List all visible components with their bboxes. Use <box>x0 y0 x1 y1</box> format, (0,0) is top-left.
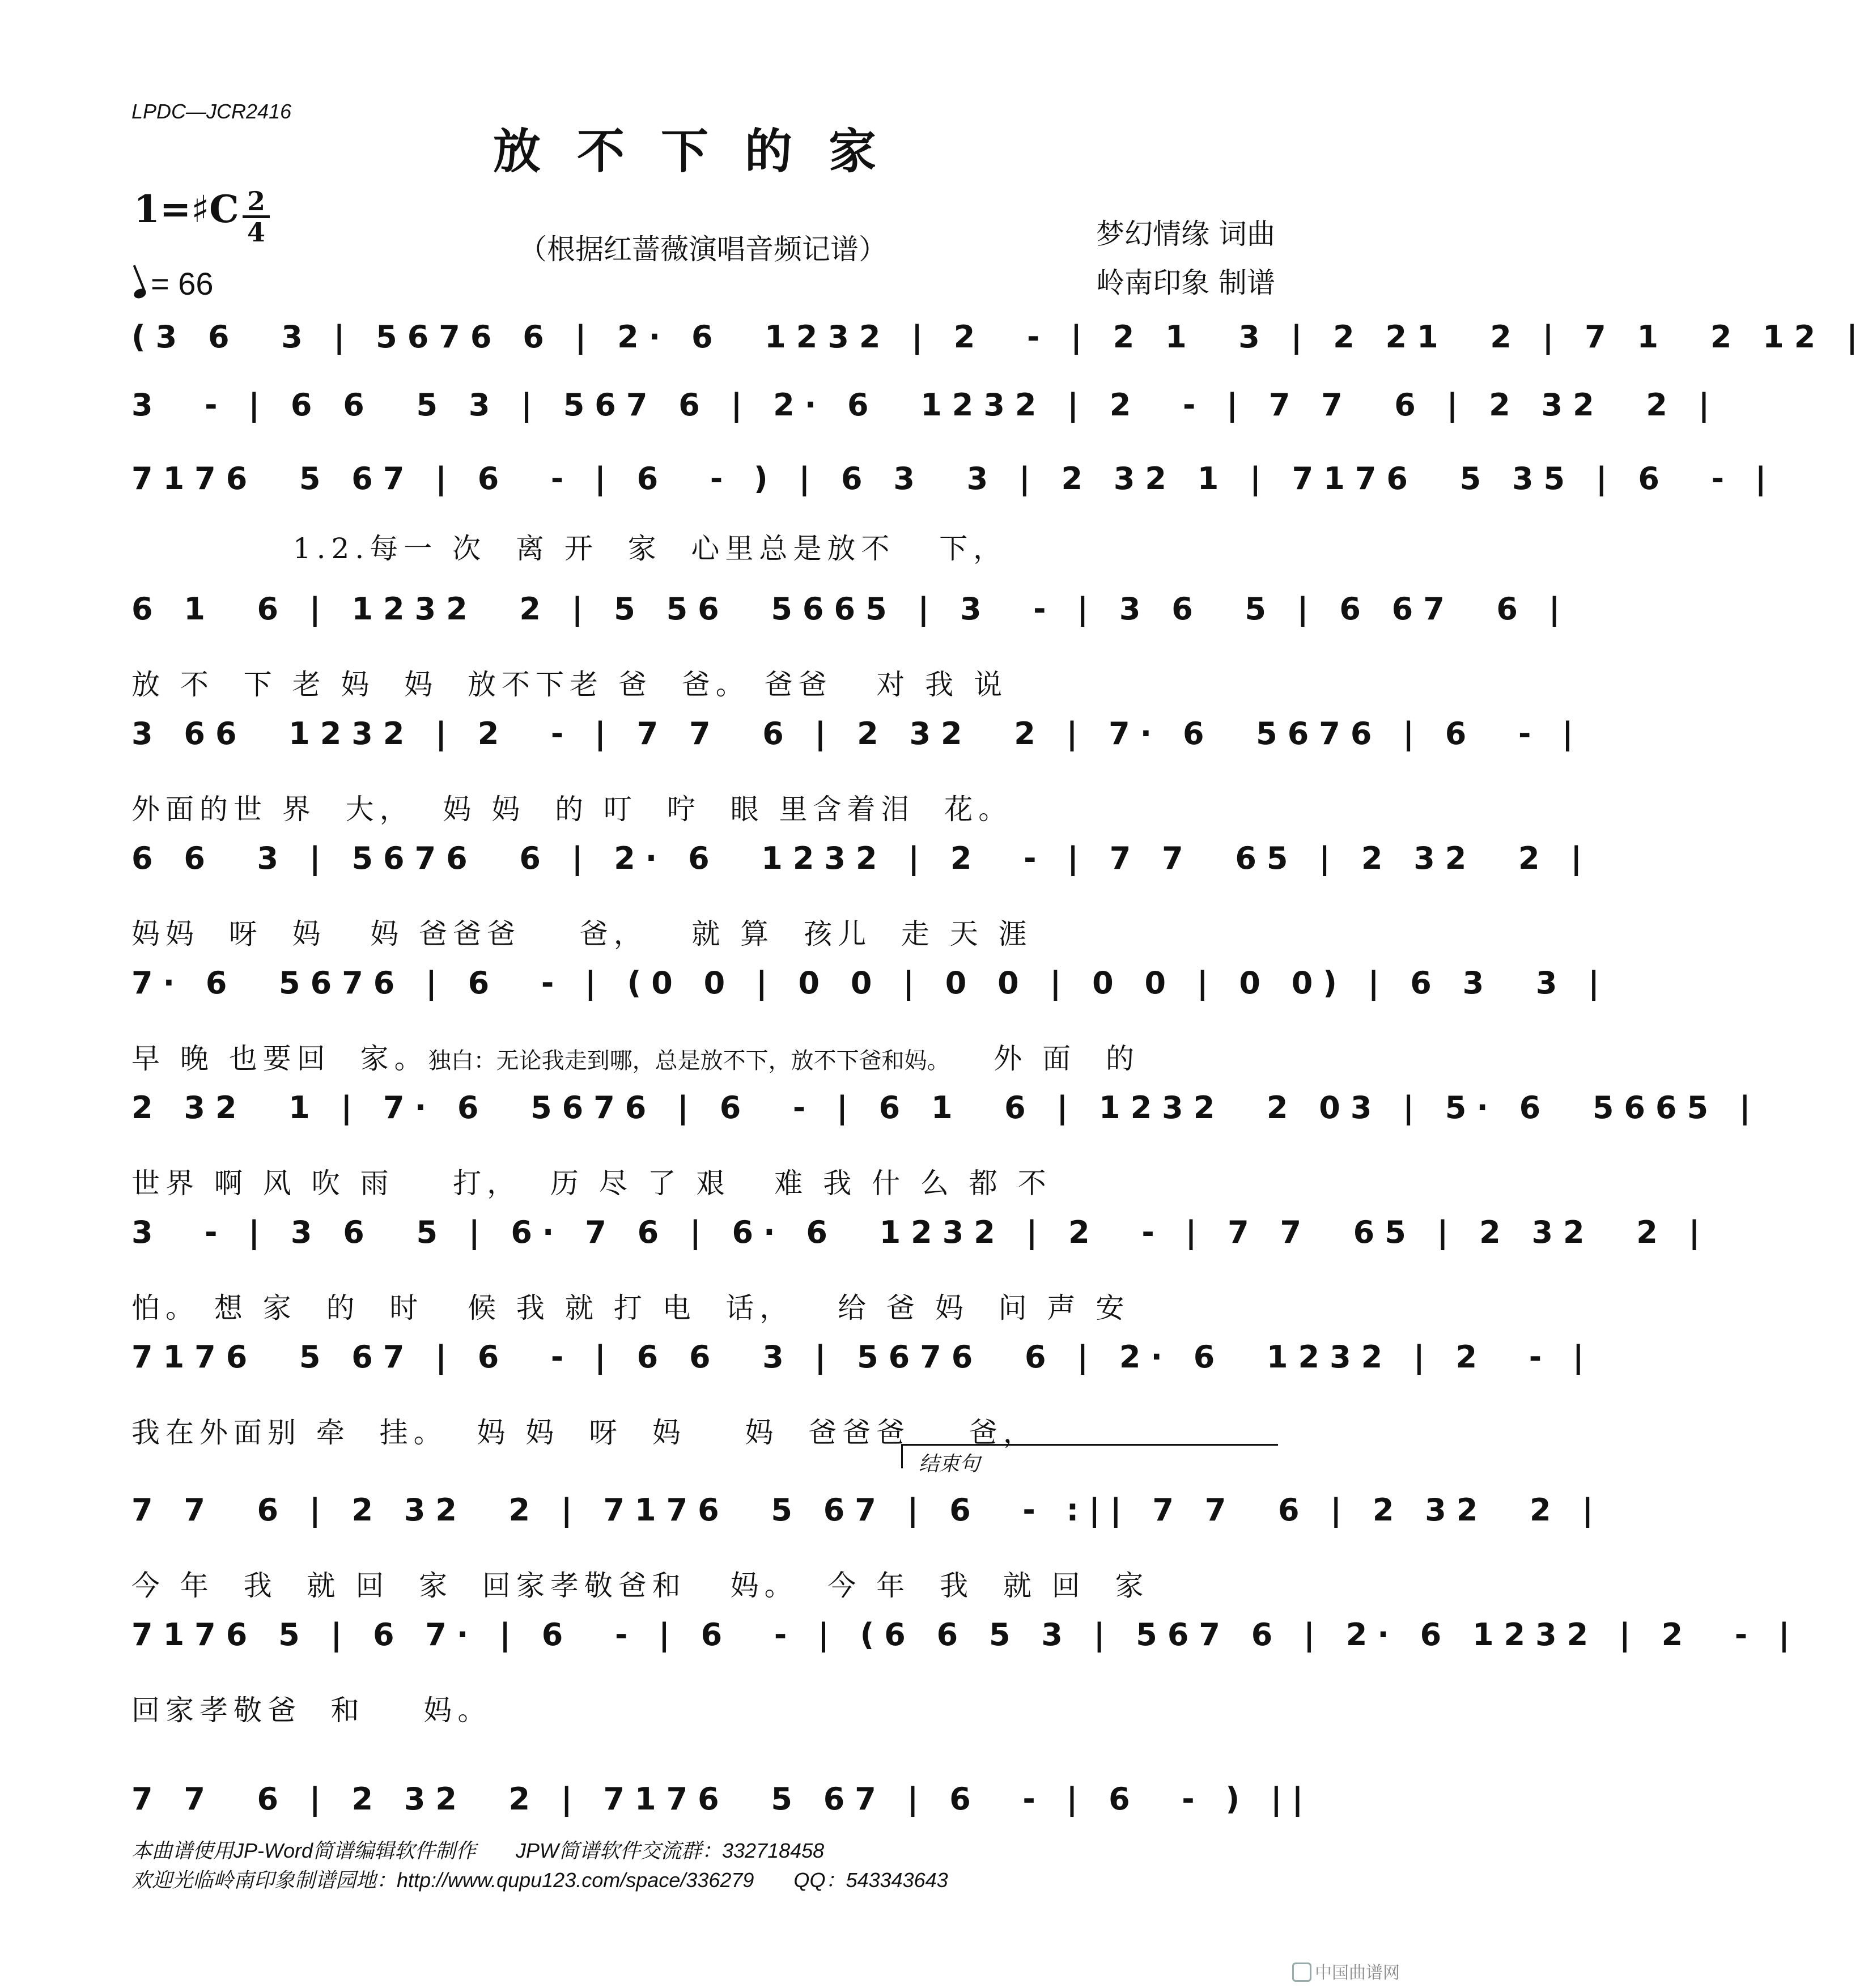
notation-line: 6 1 6 | 1232 2 | 5 56 5665 | 3 - | 3 6 5 | 6 67 6 | <box>131 591 1570 627</box>
logo-icon <box>1292 1962 1311 1982</box>
notation-line: 7176 5 67 | 6 - | 6 6 3 | 5676 6 | 2· 6 1232 | 2 - | <box>131 1339 1594 1375</box>
footer-line-1: 本曲谱使用JP-Word简谱编辑软件制作 JPW简谱软件交流群：332718458 <box>131 1839 825 1862</box>
notation-line: 2 32 1 | 7· 6 5676 | 6 - | 6 1 6 | 1232 2 03 | 5· 6 5665 | <box>131 1090 1761 1125</box>
time-signature-bottom: 4 <box>247 217 265 248</box>
score-system-3 <box>131 459 1777 565</box>
score-system-2 <box>131 385 1720 448</box>
lyric-line: 我在外面别 牵 挂。 妈 妈 呀 妈 妈 爸爸爸 爸， <box>131 1416 1037 1449</box>
lyric-line: 怕。 想 家 的 时 候 我 就 打 电 话， 给 爸 妈 问 声 安 <box>131 1292 1130 1324</box>
notation-line: 3 - | 6 6 5 3 | 567 6 | 2· 6 1232 | 2 - | 7 7 6 | 2 32 2 | <box>131 387 1720 423</box>
lyric-line: 妈妈 呀 妈 妈 爸爸爸 爸， 就 算 孩儿 走 天 涯 <box>131 917 1033 950</box>
score-system-9 <box>131 1213 1710 1324</box>
score-system-13 <box>131 1779 1314 1842</box>
score-system-10 <box>131 1337 1594 1449</box>
notation-line: 7176 5 67 | 6 - | 6 - ) | 6 3 3 | 2 32 1 | 7176 5 35 | 6 - | <box>131 461 1777 496</box>
footer <box>131 1836 948 1895</box>
score-system-7 <box>131 963 1610 1075</box>
catalog-number: LPDC—JCR2416 <box>131 100 292 123</box>
song-title: 放不下的家 <box>493 123 912 179</box>
score-system-12 <box>131 1615 1800 1727</box>
site-watermark: 中国曲谱网 <box>1292 1959 1400 1983</box>
footer-line-2: 欢迎光临岭南印象制谱园地：http://www.qupu123.com/space/336279 QQ：543343643 <box>131 1868 948 1892</box>
lyric-line: 回家孝敬爸 和 妈。 <box>131 1694 492 1727</box>
lyric-line: 放 不 下 老 妈 妈 放不下老 爸 爸。 爸爸 对 我 说 <box>131 668 1008 701</box>
notation-line: 3 - | 3 6 5 | 6· 7 6 | 6· 6 1232 | 2 - | 7 7 65 | 2 32 2 | <box>131 1214 1710 1250</box>
notation-line: (3 6 3 | 5676 6 | 2· 6 1232 | 2 - | 2 1 3 | 2 21 2 | 7 1 2 12 | <box>131 319 1868 355</box>
lyric-line: 世界 啊 风 吹 雨 打， 历 尽 了 艰 难 我 什 么 都 不 <box>131 1167 1052 1200</box>
tempo-value: = 66 <box>151 266 214 301</box>
notation-line: 7 7 6 | 2 32 2 | 7176 5 67 | 6 - :|| 7 7 6 | 2 32 2 | <box>131 1492 1604 1528</box>
credits <box>1060 210 1275 307</box>
score-system-4 <box>131 589 1570 701</box>
arranger: 岭南印象 制谱 <box>1096 266 1275 299</box>
notation-line: 6 6 3 | 5676 6 | 2· 6 1232 | 2 - | 7 7 65 | 2 32 2 | <box>131 840 1593 876</box>
score-system-6 <box>131 839 1593 950</box>
lyric-line: 今 年 我 就 回 家 回家孝敬爸和 妈。 今 年 我 就 回 家 <box>131 1569 1149 1602</box>
quarter-note-icon <box>133 287 147 300</box>
ending-label: 结束句 <box>919 1452 980 1475</box>
notation-line: 7176 5 | 6 7· | 6 - | 6 - | (6 6 5 3 | 567 6 | 2· 6 1232 | 2 - | <box>131 1617 1800 1653</box>
spoken-dialogue: 独白：无论我走到哪，总是放不下，放不下爸和妈。 <box>428 1048 950 1074</box>
notation-line: 3 66 1232 | 2 - | 7 7 6 | 2 32 2 | 7· 6 5676 | 6 - | <box>131 716 1583 751</box>
notation-line: 7· 6 5676 | 6 - | (0 0 | 0 0 | 0 0 | 0 0 | 0 0) | 6 3 3 | <box>131 965 1610 1001</box>
lyric-line: 外面的世 界 大， 妈 妈 的 叮 咛 眼 里含着泪 花。 <box>131 793 1013 826</box>
notation-line: 7 7 6 | 2 32 2 | 7176 5 67 | 6 - | 6 - ) || <box>131 1781 1314 1817</box>
time-signature-top: 2 <box>247 186 265 216</box>
lyric-line: 1.2.每一 次 离 开 家 心里总是放不 下， <box>131 532 1008 565</box>
score-system-11 <box>131 1490 1604 1602</box>
lyric-tail: 外 面 的 <box>994 1042 1140 1075</box>
lyric-line: 早 晚 也要回 家。独白：无论我走到哪，总是放不下，放不下爸和妈。 外 面 的 <box>131 1042 1140 1075</box>
score-system-1 <box>131 317 1868 380</box>
ending-bracket <box>901 1444 1278 1475</box>
lyricist-composer: 梦幻情缘 词曲 <box>1096 218 1275 250</box>
tempo-marking <box>134 265 214 302</box>
score-system-8 <box>131 1088 1761 1200</box>
subtitle: （根据红蔷薇演唱音频记谱） <box>519 233 887 266</box>
score-system-5 <box>131 714 1583 826</box>
key-signature: 1=♯C <box>134 187 239 231</box>
